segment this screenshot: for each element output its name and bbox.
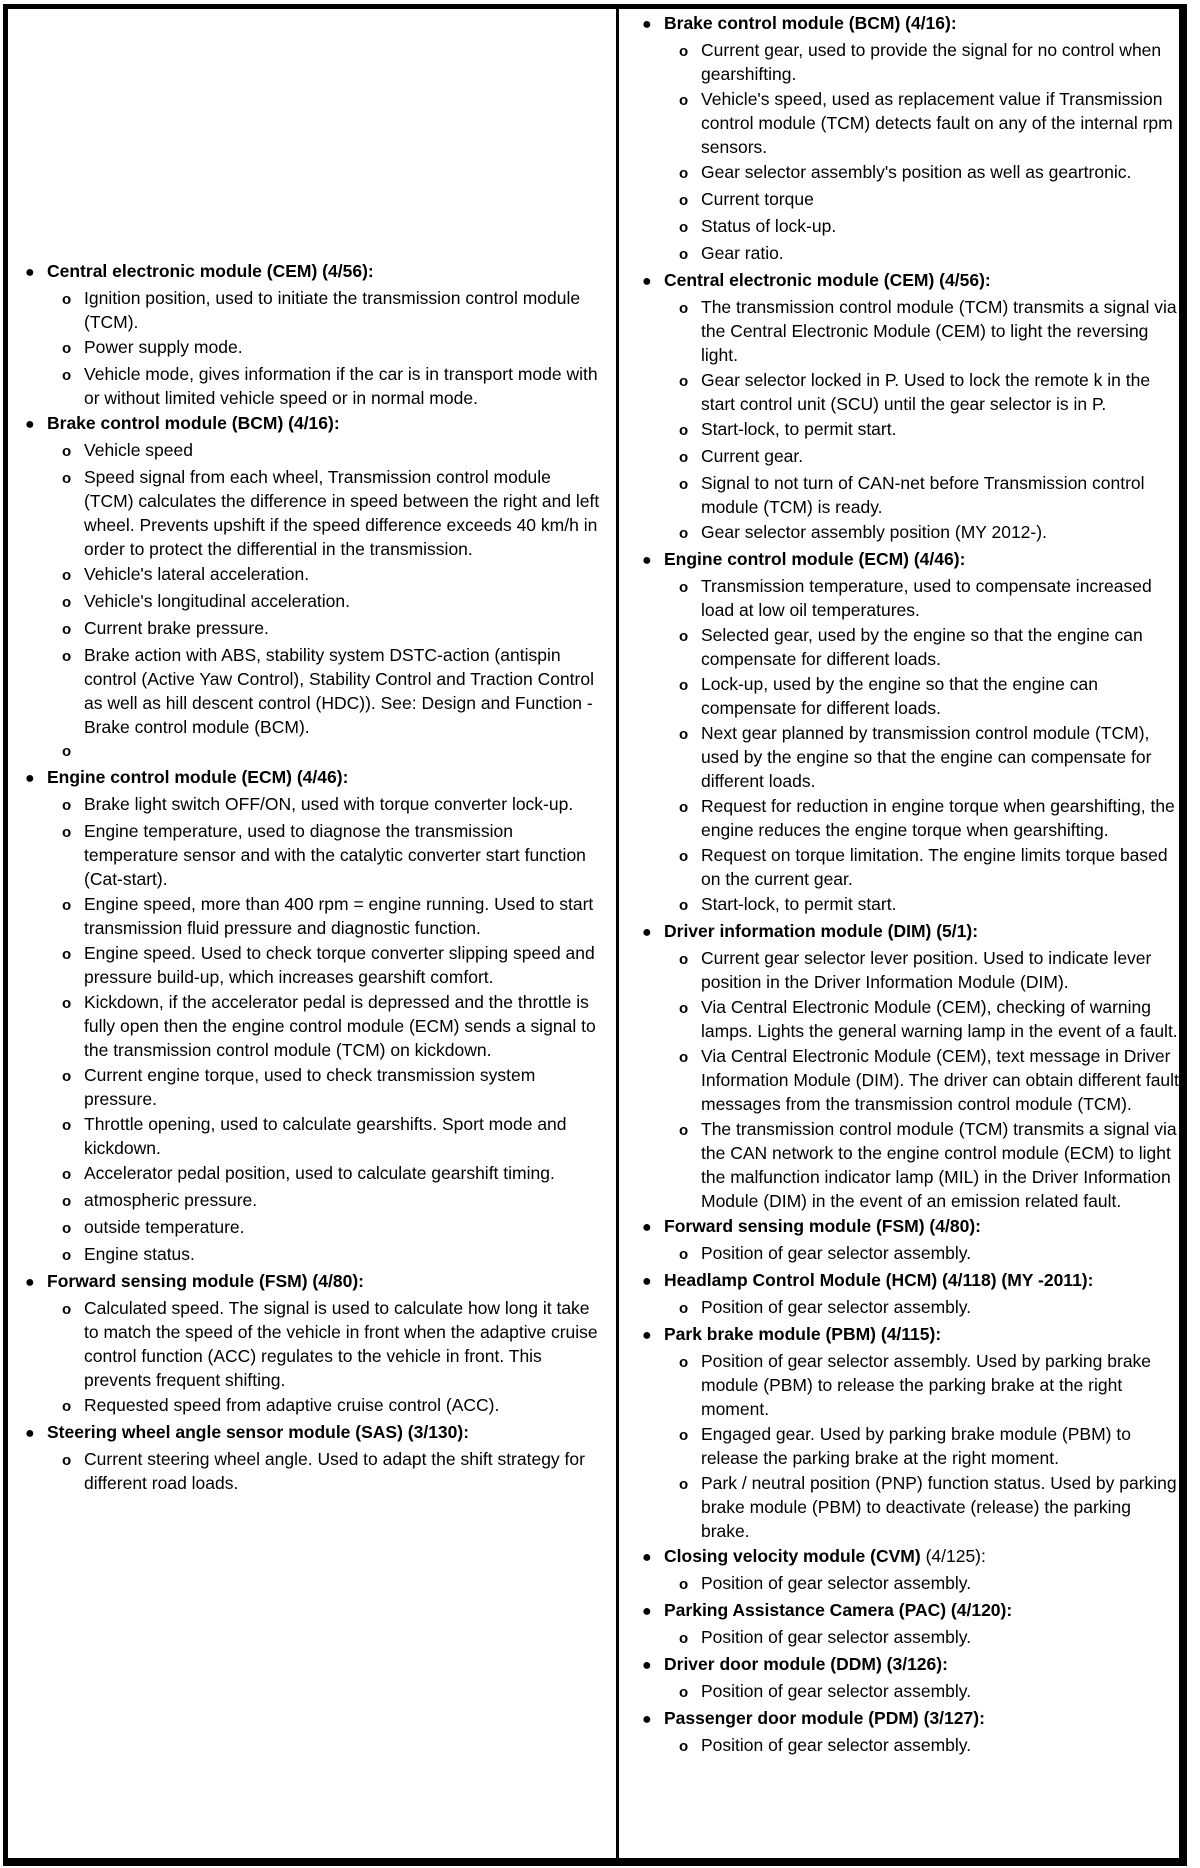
item-bullet-icon: o bbox=[62, 946, 72, 963]
signal-text: Calculated speed. The signal is used to calculate how long it take to match the speed of the vehicle in front when the adaptive cruise control function (ACC) regulates to the vehicle in front. This prevents frequent shifting. bbox=[84, 1298, 598, 1390]
signal-text: atmospheric pressure. bbox=[84, 1190, 258, 1210]
signal-item bbox=[679, 574, 1182, 622]
item-bullet-icon: o bbox=[62, 824, 72, 841]
item-bullet-icon: o bbox=[62, 291, 72, 308]
item-bullet-icon: o bbox=[679, 476, 689, 493]
signal-text: Engine speed. Used to check torque converter slipping speed and pressure build-up, which increases gearshift comfort. bbox=[84, 943, 595, 987]
module-header bbox=[637, 1544, 1182, 1570]
signal-text: Speed signal from each wheel, Transmission control module (TCM) calculates the difference in speed between the right and left wheel. Prevents upshift if the speed difference exceeds 40 km/h in order to protect the differential in the transmission. bbox=[84, 467, 600, 559]
module-title-wrap bbox=[664, 1214, 1182, 1238]
signal-item bbox=[679, 623, 1182, 671]
item-bullet-icon: o bbox=[62, 621, 72, 638]
signal-item bbox=[679, 892, 1182, 918]
module-title: Headlamp Control Module (HCM) (4/118) (MY -2011): bbox=[664, 1270, 1094, 1290]
section-bullet-icon: ● bbox=[642, 1219, 652, 1236]
signal-text: Engaged gear. Used by parking brake module (PBM) to release the parking brake at the right moment. bbox=[701, 1424, 1131, 1468]
signal-item bbox=[679, 160, 1182, 186]
left-column bbox=[20, 259, 605, 1496]
signal-text: Signal to not turn of CAN-net before Transmission control module (TCM) is ready. bbox=[701, 473, 1145, 517]
signal-item bbox=[679, 721, 1182, 793]
module-section bbox=[20, 1420, 605, 1495]
module-header bbox=[637, 919, 1182, 945]
item-bullet-icon: o bbox=[679, 165, 689, 182]
module-title-wrap bbox=[664, 547, 1182, 571]
signal-text: Vehicle's longitudinal acceleration. bbox=[84, 591, 351, 611]
module-header bbox=[637, 1598, 1182, 1624]
module-title-suffix: (4/125): bbox=[920, 1546, 986, 1566]
signal-text: Position of gear selector assembly. bbox=[701, 1243, 972, 1263]
module-section bbox=[637, 1544, 1182, 1597]
signal-item bbox=[679, 1241, 1182, 1267]
signal-item bbox=[679, 417, 1182, 443]
item-bullet-icon: o bbox=[62, 797, 72, 814]
section-bullet-icon: ● bbox=[642, 1273, 652, 1290]
signal-item bbox=[62, 1242, 605, 1268]
signal-text: Current engine torque, used to check transmission system pressure. bbox=[84, 1065, 536, 1109]
signal-item bbox=[679, 368, 1182, 416]
module-title-wrap bbox=[664, 1268, 1182, 1292]
signal-item bbox=[62, 643, 605, 739]
signal-item bbox=[679, 843, 1182, 891]
signal-item bbox=[62, 941, 605, 989]
item-bullet-icon: o bbox=[679, 1427, 689, 1444]
module-title: Forward sensing module (FSM) (4/80): bbox=[47, 1271, 364, 1291]
signal-item bbox=[62, 616, 605, 642]
signal-text: Gear ratio. bbox=[701, 243, 784, 263]
item-bullet-icon: o bbox=[679, 1049, 689, 1066]
module-title-wrap bbox=[47, 259, 605, 283]
module-section bbox=[637, 1706, 1182, 1759]
item-bullet-icon: o bbox=[679, 43, 689, 60]
module-title-wrap bbox=[47, 1269, 605, 1293]
item-bullet-icon: o bbox=[62, 470, 72, 487]
module-title-wrap bbox=[47, 765, 605, 789]
signal-text: Via Central Electronic Module (CEM), checking of warning lamps. Lights the general warning lamp in the event of a fault. bbox=[701, 997, 1178, 1041]
item-bullet-icon: o bbox=[679, 422, 689, 439]
item-bullet-icon: o bbox=[679, 1476, 689, 1493]
section-bullet-icon: ● bbox=[642, 1657, 652, 1674]
signal-text: Position of gear selector assembly. Used by parking brake module (PBM) to release the parking brake at the right moment. bbox=[701, 1351, 1152, 1419]
signal-item bbox=[679, 187, 1182, 213]
signal-text: Engine temperature, used to diagnose the transmission temperature sensor and with the catalytic converter start function (Cat-start). bbox=[84, 821, 586, 889]
signal-item bbox=[679, 214, 1182, 240]
signal-item bbox=[62, 892, 605, 940]
item-bullet-icon: o bbox=[679, 373, 689, 390]
item-bullet-icon: o bbox=[679, 1300, 689, 1317]
item-bullet-icon: o bbox=[679, 1576, 689, 1593]
item-bullet-icon: o bbox=[62, 1247, 72, 1264]
signal-item bbox=[679, 444, 1182, 470]
item-bullet-icon: o bbox=[679, 628, 689, 645]
signal-text: Ignition position, used to initiate the transmission control module (TCM). bbox=[84, 288, 581, 332]
signal-text: Current steering wheel angle. Used to adapt the shift strategy for different road loads. bbox=[84, 1449, 585, 1493]
signal-text: Vehicle mode, gives information if the car is in transport mode with or without limited vehicle speed or in normal mode. bbox=[84, 364, 598, 408]
signal-text: Brake light switch OFF/ON, used with torque converter lock-up. bbox=[84, 794, 574, 814]
module-title: Central electronic module (CEM) (4/56): bbox=[47, 261, 374, 281]
module-header bbox=[637, 1706, 1182, 1732]
signal-item bbox=[679, 1733, 1182, 1759]
item-bullet-icon: o bbox=[62, 594, 72, 611]
item-bullet-icon: o bbox=[62, 743, 72, 760]
signal-text: Current gear. bbox=[701, 446, 804, 466]
signal-text: The transmission control module (TCM) transmits a signal via the Central Electronic Module (CEM) to light the reversing light. bbox=[701, 297, 1177, 365]
module-title: Driver information module (DIM) (5/1): bbox=[664, 921, 979, 941]
signal-text: Request on torque limitation. The engine limits torque based on the current gear. bbox=[701, 845, 1168, 889]
signal-item bbox=[679, 995, 1182, 1043]
module-title: Passenger door module (PDM) (3/127): bbox=[664, 1708, 985, 1728]
module-title: Park brake module (PBM) (4/115): bbox=[664, 1324, 942, 1344]
signal-item bbox=[679, 1044, 1182, 1116]
module-title: Brake control module (BCM) (4/16): bbox=[664, 13, 957, 33]
item-bullet-icon: o bbox=[679, 246, 689, 263]
item-bullet-icon: o bbox=[679, 1122, 689, 1139]
signal-item bbox=[62, 1296, 605, 1392]
item-bullet-icon: o bbox=[679, 1738, 689, 1755]
signal-item bbox=[679, 87, 1182, 159]
signal-item bbox=[62, 740, 605, 764]
signal-item bbox=[62, 438, 605, 464]
module-section bbox=[637, 11, 1182, 267]
section-bullet-icon: ● bbox=[642, 552, 652, 569]
module-header bbox=[20, 411, 605, 437]
item-bullet-icon: o bbox=[679, 1684, 689, 1701]
signal-text: Power supply mode. bbox=[84, 337, 243, 357]
signal-text: Accelerator pedal position, used to calculate gearshift timing. bbox=[84, 1163, 555, 1183]
item-bullet-icon: o bbox=[679, 219, 689, 236]
signal-item bbox=[62, 1161, 605, 1187]
module-title-wrap bbox=[664, 1652, 1182, 1676]
section-bullet-icon: ● bbox=[642, 1327, 652, 1344]
signal-item bbox=[679, 295, 1182, 367]
item-bullet-icon: o bbox=[679, 449, 689, 466]
module-title-wrap bbox=[664, 1706, 1182, 1730]
signal-text: Vehicle's lateral acceleration. bbox=[84, 564, 310, 584]
section-bullet-icon: ● bbox=[642, 1711, 652, 1728]
section-bullet-icon: ● bbox=[642, 273, 652, 290]
section-bullet-icon: ● bbox=[25, 416, 35, 433]
signal-item bbox=[679, 1295, 1182, 1321]
signal-text: Current torque bbox=[701, 189, 814, 209]
signal-text: Vehicle's speed, used as replacement value if Transmission control module (TCM) detects fault on any of the internal rpm sensors. bbox=[701, 89, 1173, 157]
signal-item bbox=[679, 38, 1182, 86]
signal-text: Requested speed from adaptive cruise control (ACC). bbox=[84, 1395, 500, 1415]
item-bullet-icon: o bbox=[679, 726, 689, 743]
module-header bbox=[637, 1214, 1182, 1240]
signal-text: Transmission temperature, used to compensate increased load at low oil temperatures. bbox=[701, 576, 1152, 620]
item-bullet-icon: o bbox=[679, 579, 689, 596]
signal-item bbox=[62, 1215, 605, 1241]
signal-item bbox=[679, 1471, 1182, 1543]
section-bullet-icon: ● bbox=[642, 1549, 652, 1566]
module-title-wrap bbox=[664, 1544, 1182, 1568]
module-header bbox=[20, 259, 605, 285]
module-section bbox=[20, 411, 605, 764]
module-header bbox=[637, 1268, 1182, 1294]
module-title: Brake control module (BCM) (4/16): bbox=[47, 413, 340, 433]
signal-item bbox=[62, 562, 605, 588]
module-section bbox=[637, 547, 1182, 918]
signal-text: Position of gear selector assembly. bbox=[701, 1627, 972, 1647]
item-bullet-icon: o bbox=[679, 1630, 689, 1647]
item-bullet-icon: o bbox=[679, 300, 689, 317]
signal-text: Gear selector assembly position (MY 2012-). bbox=[701, 522, 1047, 542]
section-bullet-icon: ● bbox=[642, 16, 652, 33]
section-bullet-icon: ● bbox=[25, 770, 35, 787]
module-section bbox=[637, 1652, 1182, 1705]
signal-item bbox=[62, 792, 605, 818]
item-bullet-icon: o bbox=[679, 1246, 689, 1263]
module-header bbox=[20, 1269, 605, 1295]
module-title-wrap bbox=[664, 1322, 1182, 1346]
module-title-wrap bbox=[664, 11, 1182, 35]
signal-text: Position of gear selector assembly. bbox=[701, 1297, 972, 1317]
module-title-wrap bbox=[664, 268, 1182, 292]
section-bullet-icon: ● bbox=[642, 924, 652, 941]
signal-item bbox=[62, 990, 605, 1062]
signal-item bbox=[679, 1625, 1182, 1651]
signal-item bbox=[62, 1393, 605, 1419]
item-bullet-icon: o bbox=[679, 1354, 689, 1371]
right-column bbox=[637, 11, 1182, 1760]
item-bullet-icon: o bbox=[62, 443, 72, 460]
signal-item bbox=[679, 241, 1182, 267]
signal-text: The transmission control module (TCM) transmits a signal via the CAN network to the engine control module (ECM) to light the malfunction indicator lamp (MIL) in the Driver Information Module (DIM) in the event of an emission related fault. bbox=[701, 1119, 1177, 1211]
item-bullet-icon: o bbox=[62, 1117, 72, 1134]
item-bullet-icon: o bbox=[679, 799, 689, 816]
section-bullet-icon: ● bbox=[25, 1274, 35, 1291]
item-bullet-icon: o bbox=[679, 525, 689, 542]
item-bullet-icon: o bbox=[62, 367, 72, 384]
signal-text: Gear selector assembly's position as well as geartronic. bbox=[701, 162, 1132, 182]
signal-text: Park / neutral position (PNP) function status. Used by parking brake module (PBM) to deactivate (release) the parking brake. bbox=[701, 1473, 1177, 1541]
signal-item bbox=[679, 672, 1182, 720]
signal-text: Status of lock-up. bbox=[701, 216, 837, 236]
item-bullet-icon: o bbox=[62, 1220, 72, 1237]
module-title: Steering wheel angle sensor module (SAS) (3/130): bbox=[47, 1422, 470, 1442]
signal-item bbox=[679, 1117, 1182, 1213]
signal-item bbox=[679, 1422, 1182, 1470]
module-section bbox=[637, 1598, 1182, 1651]
signal-text: Lock-up, used by the engine so that the engine can compensate for different loads. bbox=[701, 674, 1098, 718]
signal-item bbox=[62, 819, 605, 891]
module-header bbox=[637, 1652, 1182, 1678]
item-bullet-icon: o bbox=[62, 567, 72, 584]
signal-item bbox=[62, 286, 605, 334]
item-bullet-icon: o bbox=[62, 1398, 72, 1415]
item-bullet-icon: o bbox=[679, 848, 689, 865]
signal-text: Next gear planned by transmission control module (TCM), used by the engine so that the engine can compensate for different loads. bbox=[701, 723, 1152, 791]
module-title: Parking Assistance Camera (PAC) (4/120): bbox=[664, 1600, 1013, 1620]
signal-text: Position of gear selector assembly. bbox=[701, 1735, 972, 1755]
signal-item bbox=[62, 1188, 605, 1214]
module-header bbox=[637, 547, 1182, 573]
item-bullet-icon: o bbox=[62, 897, 72, 914]
item-bullet-icon: o bbox=[62, 1193, 72, 1210]
module-section bbox=[20, 765, 605, 1268]
module-title: Central electronic module (CEM) (4/56): bbox=[664, 270, 991, 290]
signal-item bbox=[62, 1063, 605, 1111]
signal-item bbox=[62, 1447, 605, 1495]
item-bullet-icon: o bbox=[679, 92, 689, 109]
item-bullet-icon: o bbox=[679, 951, 689, 968]
module-section bbox=[637, 268, 1182, 546]
signal-text: Start-lock, to permit start. bbox=[701, 419, 897, 439]
signal-text: Kickdown, if the accelerator pedal is depressed and the throttle is fully open then the engine control module (ECM) sends a signal to the transmission control module (TCM) on kickdown. bbox=[84, 992, 596, 1060]
item-bullet-icon: o bbox=[62, 995, 72, 1012]
module-section bbox=[637, 1268, 1182, 1321]
signal-item bbox=[62, 589, 605, 615]
module-header bbox=[20, 765, 605, 791]
signal-item bbox=[679, 520, 1182, 546]
signal-text: Selected gear, used by the engine so that the engine can compensate for different loads. bbox=[701, 625, 1143, 669]
module-title: Engine control module (ECM) (4/46): bbox=[664, 549, 966, 569]
module-title-wrap bbox=[664, 1598, 1182, 1622]
item-bullet-icon: o bbox=[62, 1166, 72, 1183]
signal-text: Brake action with ABS, stability system DSTC-action (antispin control (Active Yaw Control), Stability Control and Traction Control as well as hill descent control (HDC)). See: Design and Function - Brake control module (BCM). bbox=[84, 645, 594, 737]
module-title-wrap bbox=[664, 919, 1182, 943]
signal-item bbox=[679, 946, 1182, 994]
signal-item bbox=[679, 794, 1182, 842]
item-bullet-icon: o bbox=[679, 897, 689, 914]
module-title-wrap bbox=[47, 1420, 605, 1444]
signal-text: Position of gear selector assembly. bbox=[701, 1573, 972, 1593]
module-header bbox=[20, 1420, 605, 1446]
item-bullet-icon: o bbox=[679, 192, 689, 209]
signal-text: Start-lock, to permit start. bbox=[701, 894, 897, 914]
signal-text: Current gear selector lever position. Used to indicate lever position in the Driver Information Module (DIM). bbox=[701, 948, 1152, 992]
item-bullet-icon: o bbox=[62, 340, 72, 357]
signal-text: Vehicle speed bbox=[84, 440, 193, 460]
item-bullet-icon: o bbox=[679, 1000, 689, 1017]
module-title: Closing velocity module (CVM) bbox=[664, 1546, 921, 1566]
module-section bbox=[637, 919, 1182, 1213]
column-divider bbox=[616, 4, 619, 1866]
item-bullet-icon: o bbox=[62, 1068, 72, 1085]
signal-text: Gear selector locked in P. Used to lock the remote k in the start control unit (SCU) until the gear selector is in P. bbox=[701, 370, 1151, 414]
signal-item bbox=[62, 362, 605, 410]
item-bullet-icon: o bbox=[62, 1452, 72, 1469]
module-section bbox=[637, 1322, 1182, 1543]
signal-item bbox=[679, 1679, 1182, 1705]
module-section bbox=[20, 259, 605, 410]
section-bullet-icon: ● bbox=[25, 264, 35, 281]
module-header bbox=[637, 268, 1182, 294]
item-bullet-icon: o bbox=[62, 1301, 72, 1318]
signal-text: Engine status. bbox=[84, 1244, 195, 1264]
module-title-wrap bbox=[47, 411, 605, 435]
signal-item bbox=[62, 335, 605, 361]
section-bullet-icon: ● bbox=[25, 1425, 35, 1442]
module-header bbox=[637, 11, 1182, 37]
signal-item bbox=[62, 465, 605, 561]
module-title: Engine control module (ECM) (4/46): bbox=[47, 767, 349, 787]
signal-text: Request for reduction in engine torque when gearshifting, the engine reduces the engine torque when gearshifting. bbox=[701, 796, 1175, 840]
signal-text: Throttle opening, used to calculate gearshifts. Sport mode and kickdown. bbox=[84, 1114, 567, 1158]
module-section bbox=[637, 1214, 1182, 1267]
signal-text: outside temperature. bbox=[84, 1217, 245, 1237]
signal-text: Engine speed, more than 400 rpm = engine running. Used to start transmission fluid pressure and diagnostic function. bbox=[84, 894, 594, 938]
item-bullet-icon: o bbox=[62, 648, 72, 665]
signal-item bbox=[679, 1571, 1182, 1597]
item-bullet-icon: o bbox=[679, 677, 689, 694]
module-header bbox=[637, 1322, 1182, 1348]
section-bullet-icon: ● bbox=[642, 1603, 652, 1620]
signal-text: Position of gear selector assembly. bbox=[701, 1681, 972, 1701]
signal-item bbox=[679, 1349, 1182, 1421]
signal-item bbox=[679, 471, 1182, 519]
signal-text: Via Central Electronic Module (CEM), text message in Driver Information Module (DIM). The driver can obtain different fault messages from the transmission control module (TCM). bbox=[701, 1046, 1179, 1114]
module-section bbox=[20, 1269, 605, 1419]
signal-text: Current gear, used to provide the signal for no control when gearshifting. bbox=[701, 40, 1162, 84]
signal-item bbox=[62, 1112, 605, 1160]
module-title: Forward sensing module (FSM) (4/80): bbox=[664, 1216, 981, 1236]
signal-text: Current brake pressure. bbox=[84, 618, 269, 638]
module-title: Driver door module (DDM) (3/126): bbox=[664, 1654, 948, 1674]
